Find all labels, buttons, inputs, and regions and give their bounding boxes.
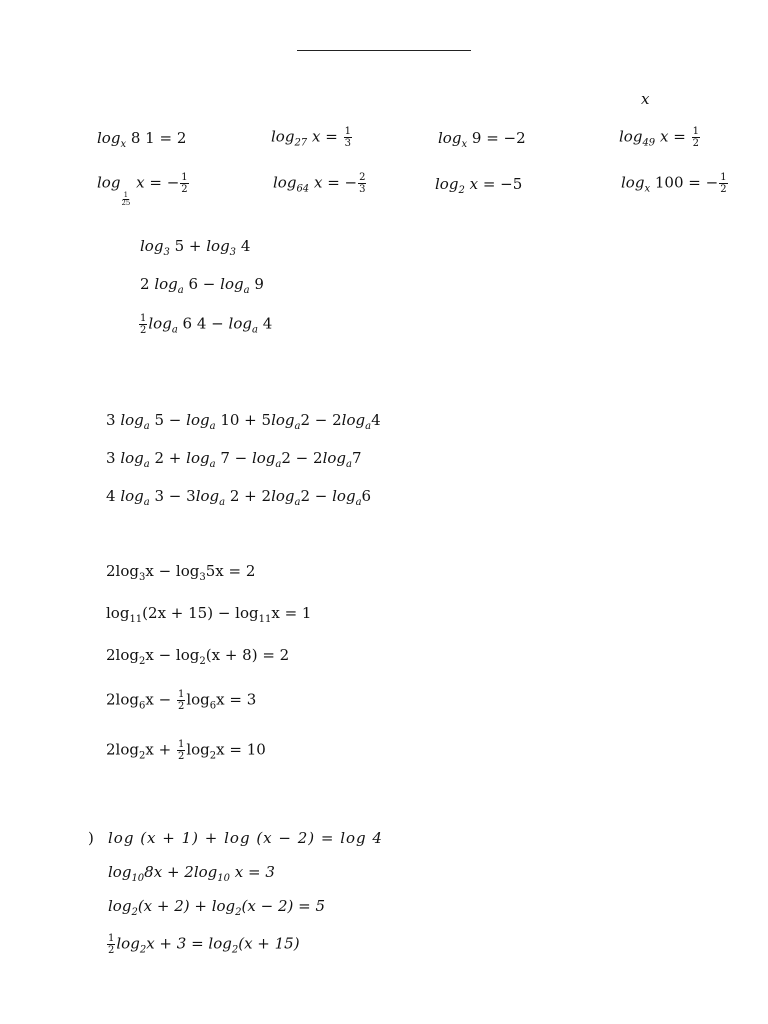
variable-label: x: [641, 90, 650, 108]
eq-2-3: $\log_2 x = -5$: [435, 175, 523, 196]
log-eq-3: $\log_2(x + 2) + \log_2(x - 2) = 5$: [108, 897, 326, 918]
section5-paren: ): [88, 829, 94, 847]
eq-1-4: $\log_{49} x$ = $\frac{1}{2}$: [619, 126, 699, 149]
eq-2-1: log $\frac{1}{25}$ x = − $\frac{1}{2}$: [97, 172, 188, 207]
eq-2-4: $\log_x 100$ = − $\frac{1}{2}$: [621, 172, 727, 195]
solve-3: $2\log_2x - \log_2(x + 8) = 2$: [106, 646, 290, 667]
simplify-2: 2 $\log_a 6 - \log_a 9$: [140, 275, 264, 296]
simplify-3: $\frac{1}{2}$ $\log_a 6$ $4 - \log_a 4$: [140, 313, 273, 336]
title-underline: [297, 50, 471, 51]
eq-1-1: $\log_x 8$ 1 = 2: [97, 129, 187, 150]
solve-4: $2\log_6x$ − $\frac{1}{2}$ $\log_6x = 3$: [106, 689, 257, 712]
eq-2-2: $\log_{64} x$ = − $\frac{2}{3}$: [273, 172, 366, 195]
eq-1-2: $\log_{27} x$ = $\frac{1}{3}$: [271, 126, 351, 149]
log-eq-4: $\frac{1}{2}$ $\log_2x + 3 = \log_2(x + 15)$: [108, 933, 300, 956]
combine-2: 3 $\log_a 2 + \log_a 7 - \log_a2 - 2\log_a7$: [106, 449, 362, 470]
eq-1-3: $\log_x 9 = -2$: [438, 129, 526, 150]
combine-3: 4 $\log_a 3 - 3\log_a$ $2 + 2\log_a2 - \log_a6$: [106, 487, 372, 508]
solve-1: $2\log_3x - \log_35x = 2$: [106, 562, 256, 583]
simplify-1: $\log_3 5 + \log_3 4$: [140, 237, 251, 258]
log-eq-1: log (x + 1) + log (x − 2) = log 4: [108, 829, 383, 847]
log-eq-2: $\log_{10}8x + 2\log_{10}$ x = 3: [108, 863, 275, 884]
solve-5: $2\log_2x$ + $\frac{1}{2}$ $\log_2x = 10$: [106, 739, 266, 762]
solve-2: $\log_{11}(2x + 15) - \log_{11}x = 1$: [106, 604, 312, 625]
combine-1: 3 $\log_a 5 - \log_a 10 + 5\log_a2 - 2\log_a4$: [106, 411, 381, 432]
